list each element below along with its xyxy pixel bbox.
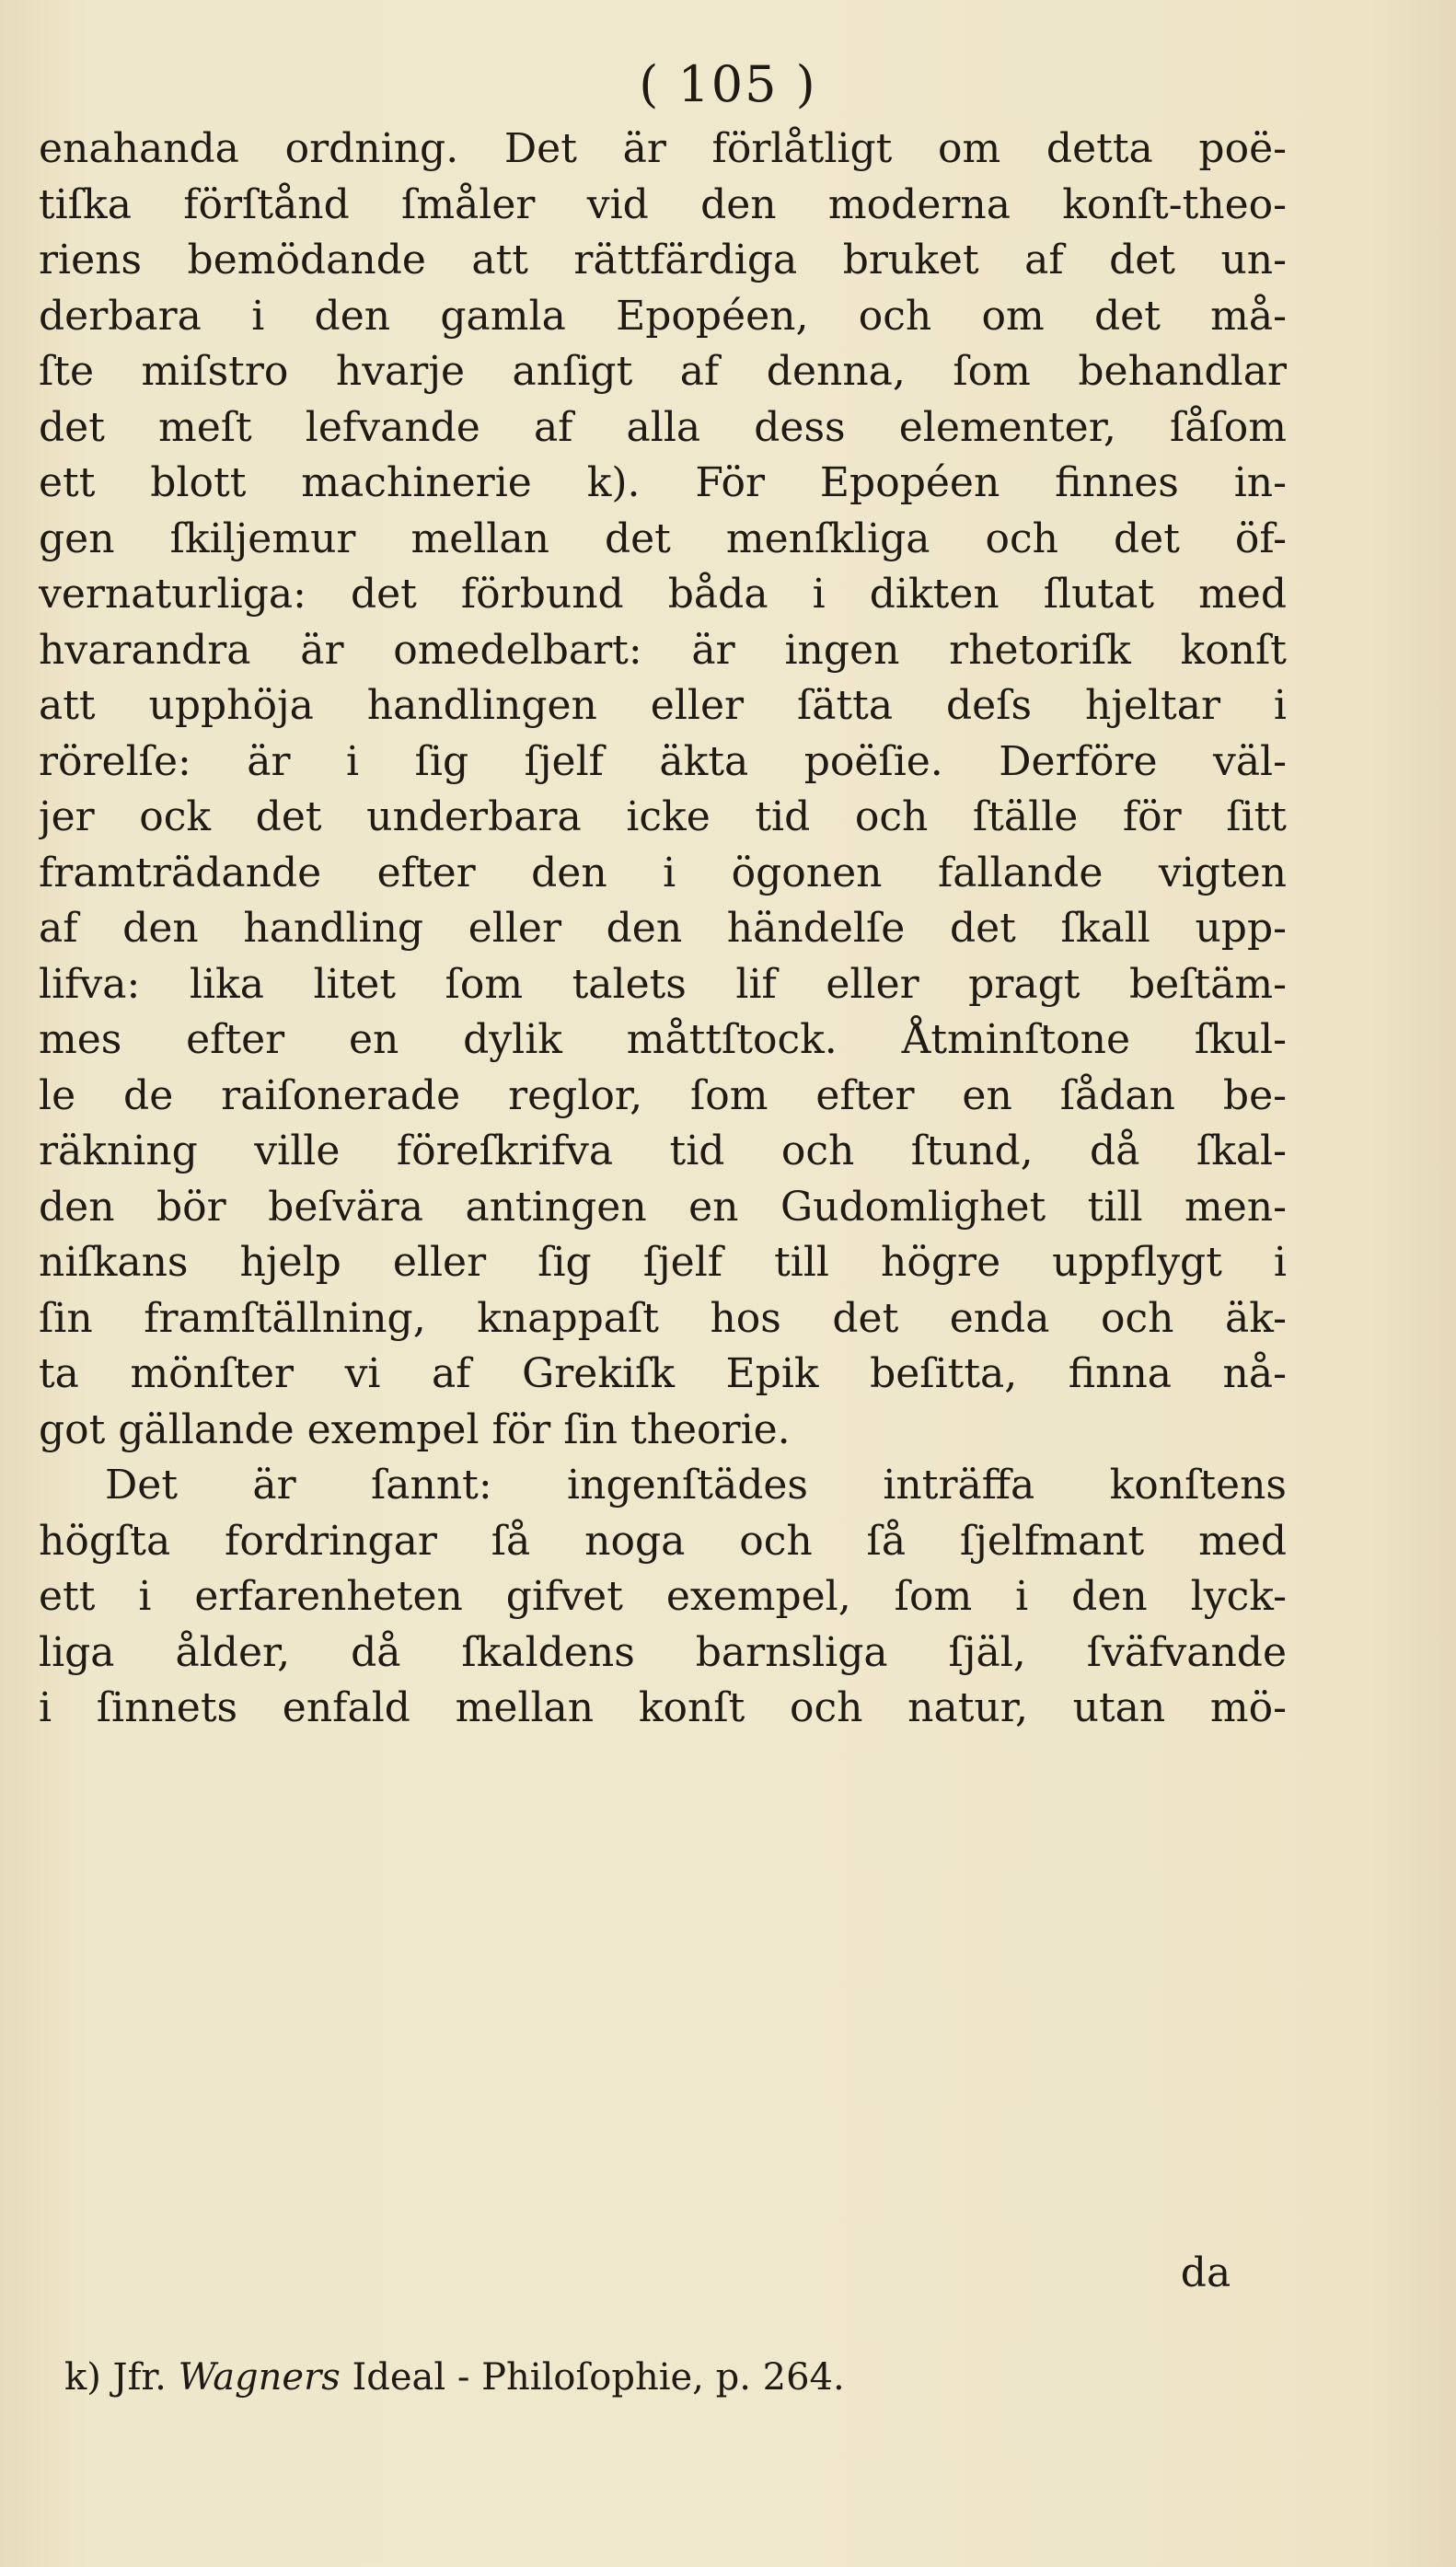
text-line: det meſt lefvande af alla dess elementer, ſåſom bbox=[39, 403, 1287, 451]
text-line: af den handling eller den händelſe det ſkall upp- bbox=[39, 905, 1287, 952]
text-line: ſin framſtällning, knappaſt hos det enda och äk- bbox=[39, 1294, 1287, 1342]
text-line: mes efter en dylik måttſtock. Åtminſtone ſkul- bbox=[39, 1016, 1287, 1063]
text-line: gen ſkiljemur mellan det menſkliga och det öf- bbox=[39, 515, 1287, 562]
text-line: ett i erfarenheten gifvet exempel, ſom i den lyck- bbox=[39, 1573, 1287, 1620]
text-line: niſkans hjelp eller ſig ſjelf till högre uppflygt i bbox=[39, 1239, 1287, 1286]
text-line: riens bemödande att rättfärdiga bruket af det un- bbox=[39, 237, 1287, 283]
text-line: Det är ſannt: ingenſtädes inträffa konſtens bbox=[105, 1462, 1287, 1509]
text-line: jer ock det underbara icke tid och ſtälle för ſitt bbox=[39, 793, 1287, 840]
text-line: rörelſe: är i ſig ſjelf äkta poëſie. Derföre väl- bbox=[39, 737, 1287, 785]
text-line: i ſinnets enfald mellan konſt och natur, utan mö- bbox=[39, 1684, 1287, 1731]
body-text bbox=[39, 121, 1287, 1737]
text-line: att upphöja handlingen eller ſätta deſs hjeltar i bbox=[39, 682, 1287, 729]
text-line: lifva: lika litet ſom talets lif eller pragt beſtäm- bbox=[39, 960, 1287, 1008]
footnote-marker: k) Jfr. bbox=[64, 2356, 167, 2399]
text-line: enahanda ordning. Det är förlåtligt om detta poë- bbox=[39, 125, 1287, 172]
footnote-author: Wagners bbox=[178, 2356, 341, 2399]
text-line: liga ålder, då ſkaldens barnsliga ſjäl, ſväfvande bbox=[39, 1628, 1287, 1676]
text-line: got gällande exempel för ſin theorie. bbox=[39, 1405, 791, 1453]
text-line: derbara i den gamla Epopéen, och om det må- bbox=[39, 292, 1287, 340]
text-line: tiſka förſtånd ſmåler vid den moderna konſt-theo- bbox=[39, 180, 1287, 228]
text-line: ett blott machinerie k). För Epopéen finnes in- bbox=[39, 459, 1287, 506]
text-line: ta mönſter vi af Grekiſk Epik beſitta, finna nå- bbox=[39, 1350, 1287, 1397]
text-line: le de raiſonerade reglor, ſom efter en ſådan be- bbox=[39, 1071, 1287, 1119]
text-line: räkning ville föreſkrifva tid och ſtund, då ſkal- bbox=[39, 1127, 1287, 1174]
footnote bbox=[64, 2350, 845, 2405]
text-line: den bör beſvära antingen en Gudomlighet till men- bbox=[39, 1183, 1287, 1231]
footnote-reference: Ideal - Philoſophie, p. 264. bbox=[352, 2356, 845, 2399]
text-line: högſta fordringar ſå noga och ſå ſjelfmant med bbox=[39, 1517, 1287, 1565]
text-line: hvarandra är omedelbart: är ingen rhetoriſk konſt bbox=[39, 626, 1287, 674]
text-line: ſte miſstro hvarje anſigt af denna, ſom behandlar bbox=[39, 348, 1287, 395]
page-number: ( 105 ) bbox=[639, 55, 817, 113]
catchword: da bbox=[1180, 2249, 1231, 2296]
text-line: vernaturliga: det förbund båda i dikten ſlutat med bbox=[39, 571, 1287, 618]
text-line: framträdande efter den i ögonen fallande vigten bbox=[39, 849, 1287, 896]
